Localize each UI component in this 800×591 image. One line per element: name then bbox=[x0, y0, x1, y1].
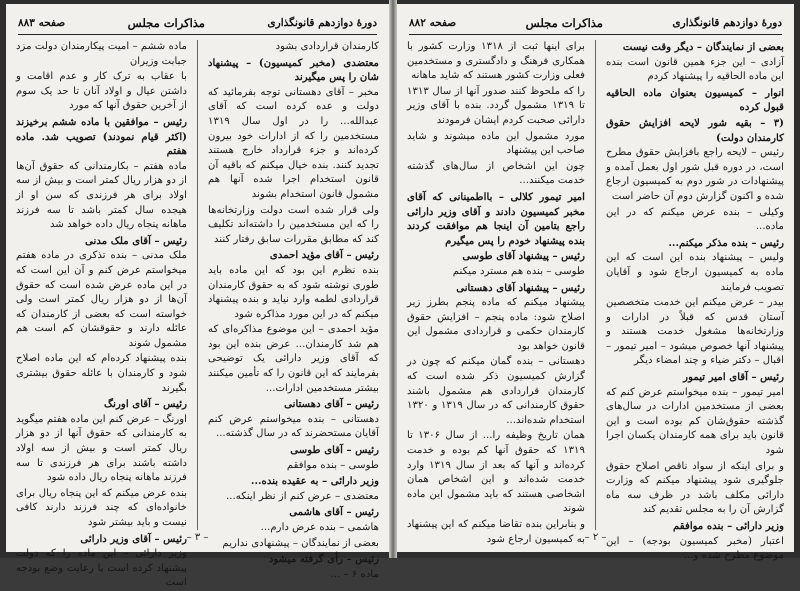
paragraph: را که ملحوظ کنند صدور آنها از سال ۱۳۱۳ تا ۱۳۱۹ مشمول گردد. بنده با آقای وزیر دارائی صحبت کردم ایشان فرمودند bbox=[407, 85, 586, 126]
left-page-left-column bbox=[16, 40, 187, 589]
paragraph: آزادی – این جزء همین قانون است بنده این ماده الحاقیه را پیشنهاد کردم bbox=[606, 56, 784, 83]
paragraph: بنده نظرم این بود که این ماده باید طوری نوشته شود که به حقوق کارمندان قراردادی لطمه وارد نیاید و بنده پیشنهاد میکنم که در این مورد مذاکره شود bbox=[208, 264, 379, 320]
right-page bbox=[396, 4, 794, 562]
paragraph: رئیس – پیشنهاد آقای دهستانی bbox=[456, 281, 585, 294]
left-page bbox=[6, 4, 390, 589]
paragraph: رئیس – آقای امیر تیمور bbox=[683, 371, 784, 384]
paragraph: وزیر دارائی – این ماده را که دولت پیشنهاد کرده است با رعایت وضع بودجه است bbox=[16, 548, 187, 589]
paragraph: رئیس – آقای ملک مدنی bbox=[85, 234, 187, 247]
paragraph: معتضدی – عرض کنم از نظر اینکه... bbox=[226, 490, 379, 502]
right-page-header bbox=[409, 12, 782, 35]
left-header-session: دورهٔ دوازدهم قانونگذاری bbox=[267, 17, 377, 29]
paragraph: طوسی – بنده هم مسترد میکنم bbox=[452, 265, 585, 277]
paragraph: ماده ششم – امیت پیکارمندان دولت مزد جبابت وزیران bbox=[16, 41, 187, 67]
left-page-header bbox=[18, 12, 377, 35]
paragraph: مورد مشمول این ماده میشوند و شاید صاحب این پیشنهاد bbox=[407, 130, 585, 157]
left-page-right-column bbox=[208, 40, 379, 580]
paragraph: بیدر – عرض میکنم این خدمت متخصصین آستان قدس که قبلاً در ادارات و وزارتخانه‌ها مشغول خدمت هستند و پیشنهاد آنها خصوص میشود – امیر تیمور – اقبال – دکتر ضیاء و چند امضاء دیگر bbox=[606, 297, 784, 367]
paragraph: ماده ۶ – ... bbox=[330, 568, 379, 580]
paragraph: پیشنهاد میکنم که ماده پنجم بطرز زیر اصلاح شود: ماده پنجم – افزایش حقوق کارمندان حکمی و قراردادی مشمول این قانون خواهد بود bbox=[407, 297, 585, 352]
paragraph: (۳ – بقیه شور لایحه افزایش حقوق کارمندان دولت) bbox=[606, 116, 784, 144]
column-divider bbox=[595, 40, 596, 530]
paragraph: وکیلی – بنده عرض میکنم که در این ماده... bbox=[606, 206, 784, 233]
paragraph: مخبر – آقای دهستانی توجه بفرمائید که دولت و عده کرده است که آقای عبدالله... را در اول سال ۱۳۱۹ مستخدمین را که از ادارات خود بیرون کرده‌اند و جزء قرارداد خارج هستند تجدید کنند. بنده خیال میکنم که باقیه آن قانون استخدام اجرا شده آنها هم مشمول قانون استخدام بشوند bbox=[208, 86, 379, 200]
column-divider bbox=[197, 40, 198, 530]
paragraph: و برای اینکه از سواد ناقص اصلاح حقوق جلوگیری شود پیشنهاد میکنم که وزارت دارائی مکلف باشد در ظرف سه ماه گزارش آن را به مجلس تقدیم کند bbox=[606, 460, 784, 516]
paragraph: چون این اشخاص از سال‌های گذشته خدمت میکنند... bbox=[407, 160, 585, 187]
paragraph: با عقاب به ترک کار و عدم اقامت و داشتن عیال و اولاد آنان تا حد یک سوم از آخرین حقوق آنها که مورد bbox=[16, 71, 187, 112]
paragraph: رئیس – آقای اورنگ bbox=[104, 398, 187, 411]
paragraph: دهستانی – بنده میخواستم عرض کنم آقایان مستحضرند که در سال گذشته... bbox=[208, 413, 379, 440]
paragraph: بعضی از نمایندگان – پیشنهادی نداریم bbox=[222, 537, 379, 549]
paragraph: رئیس – موافقین با ماده ششم برخیزند (اکثر قیام نمودند) تصویب شد. ماده هفتم bbox=[16, 115, 187, 158]
right-header-page-label: صفحه ۸۸۲ bbox=[409, 17, 457, 29]
right-page-right-column bbox=[606, 40, 784, 562]
right-header-session: دورهٔ دوازدهم قانونگذاری bbox=[672, 17, 782, 29]
right-page-number: – ۲ – bbox=[584, 532, 607, 543]
paragraph: رئیس – آقای دهستانی bbox=[284, 398, 379, 411]
paragraph: رئیس – لایحه راجع بافزایش حقوق مطرح است، در دوره قبل شور اول بعمل آمده و پیشنهادات در شور دوم به کمیسیون ارجاع شده و اکنون گزارش دوم آن حاضر است bbox=[606, 147, 784, 202]
right-header-title: مذاکرات مجلس bbox=[525, 16, 603, 30]
paragraph: امیر تیمور – بنده میخواستم عرض کنم که بعضی از مستخدمین ادارات در سال‌های گذشته حقوق‌شان کم بوده است و این قانون باید برای همه کارمندان یکسان اجرا شود bbox=[606, 386, 784, 457]
paragraph: رئیس – بنده مذکر میکنم... bbox=[668, 236, 784, 249]
right-page-left-column bbox=[407, 40, 586, 545]
paragraph: رئیس – پیشنهاد آقای طوسی bbox=[462, 250, 585, 263]
paragraph: اعتبار (مخبر کمیسیون بودجه) – این موضوع مطرح شده و... bbox=[606, 535, 784, 562]
paragraph: هاشمی – بنده عرض دارم... bbox=[260, 522, 379, 533]
paragraph: دهستانی – بنده گمان میکنم که چون در گزارش کمیسیون ذکر شده است که کارمندان قراردادی هم مشمول باشند حقوق کارمندانی که در سال ۱۳۱۹ و ۱۳۲۰ استخدام شده‌اند... bbox=[407, 356, 586, 426]
paragraph: مؤید احمدی – این موضوع مذاکره‌ای که هم شد کارمندان... عرض بنده این بود که آقای وزیر دارائی یک توضیحی بفرمایند که این قانون را که تأمین میکنند بیشتر مستخدمین ادارات... bbox=[208, 324, 379, 394]
paragraph: بعضی از نمایندگان – دیگر وقت نیست bbox=[622, 41, 784, 53]
paragraph: طوسی – بنده موافقم bbox=[286, 459, 379, 471]
paragraph: ملک مدنی – بنده تذکری در ماده هفتم میخواستم عرض کنم و آن این است که در این ماده عرض شده است که حقوق آن‌ها از دو هزار ریال کمتر است ولی خواسته است که بعضی از کارمندان که عائله دارند و حقوقشان کم است هم مشمول شوند bbox=[16, 250, 187, 349]
right-page-columns bbox=[407, 40, 784, 562]
paragraph: کارمندان قراردادی بشود bbox=[275, 41, 379, 52]
paragraph: بنده عرض میکنم که این پنجاه ریال برای خانواده‌ای که چند فرزند دارند کافی نیست و باید بیشتر شود bbox=[16, 487, 187, 528]
paragraph: رئیس – آقای مؤید احمدی bbox=[269, 249, 379, 262]
paragraph: و بنابراین بنده تقاضا میکنم که این پیشنهاد به کمیسیون ارجاع شود bbox=[407, 519, 585, 545]
left-page-number: – ۳ – bbox=[186, 532, 209, 543]
paragraph: امیر تیمور کلالی – بااطمینانی که آقای مخبر کمیسیون دادند و آقای وزیر دارائی راجع بتامین آن اینجا هم موافقت کردند بنده پیشنهاد خودم را پس میگیرم bbox=[407, 190, 585, 247]
paragraph: ولی قرار شده است دولت وزارتخانه‌ها را که این مستخدمین را داشته‌اند تکلیف کند که مطابق مقررات سابق رفتار کنند bbox=[208, 204, 379, 245]
paragraph: رئیس – آقای هاشمی bbox=[289, 506, 379, 519]
paragraph: وزیر دارائی – به عقیده بنده... bbox=[250, 475, 379, 488]
left-page-columns bbox=[16, 40, 379, 589]
paragraph: رئیس – آقای طوسی bbox=[290, 444, 379, 457]
left-header-page-label: صفحه ۸۸۳ bbox=[18, 17, 66, 29]
paragraph: اورنگ – عرض کنم این ماده هفتم میگوید به کارمندانی که حقوق آنها از دو هزار ریال کمتر است و بیش از سه اولاد داشته باشند برای هر فرزندی تا سه فرزند ماهانه پنجاه ریال داده شود bbox=[16, 413, 187, 484]
paragraph: بنده پیشنهاد کرده‌ام که این ماده اصلاح شود و کارمندان با عائله حقوق بیشتری بگیرند bbox=[16, 353, 187, 394]
paragraph: وزیر دارائی – بنده موافقم bbox=[673, 520, 784, 532]
paragraph: رئیس – رأی گرفته میشود bbox=[268, 553, 379, 566]
paragraph: معتضدی (مخبر کمیسیون) – پیشنهاد شان را پس میگیرند bbox=[208, 56, 379, 84]
paragraph: رئیس – آقای وزیر دارائی bbox=[80, 532, 187, 545]
paragraph: انوار – کمیسیون بعنوان ماده الحاقیه قبول کرده bbox=[606, 86, 784, 114]
paragraph: همان تاریخ وظیفه را... از سال ۱۳۰۶ تا ۱۳۱۹ که حقوق آنها کم بوده و خدمت کرده‌اند و آنها که بعد از سال ۱۳۱۹ وارد خدمت شده‌اند و این اشخاص همان اشخاصی هستند که باید مشمول این ماده شوند bbox=[407, 430, 585, 515]
left-header-title: مذاکرات مجلس bbox=[127, 16, 205, 30]
paragraph: ولیس – پیشنهاد بنده این است که این ماده به کمیسیون ارجاع شود و آقایان تصویب فرمایند bbox=[606, 252, 784, 293]
paragraph: ماده هفتم – بکارمندانی که حقوق آن‌ها از دو هزار ریال کمتر است و بیش از سه اولاد برای هر فرزندی که سن او از هیجده سال کمتر باشد تا سه فرزند ماهانه پنجاه ریال داده خواهد شد bbox=[16, 160, 187, 231]
paragraph: برای اینها ثبت از ۱۳۱۸ وزارت کشور با همکاری فرهنگ و دادگستری و مستخدمین فعلی وزارت کشور هستند که شاید ماهانه bbox=[407, 41, 585, 82]
